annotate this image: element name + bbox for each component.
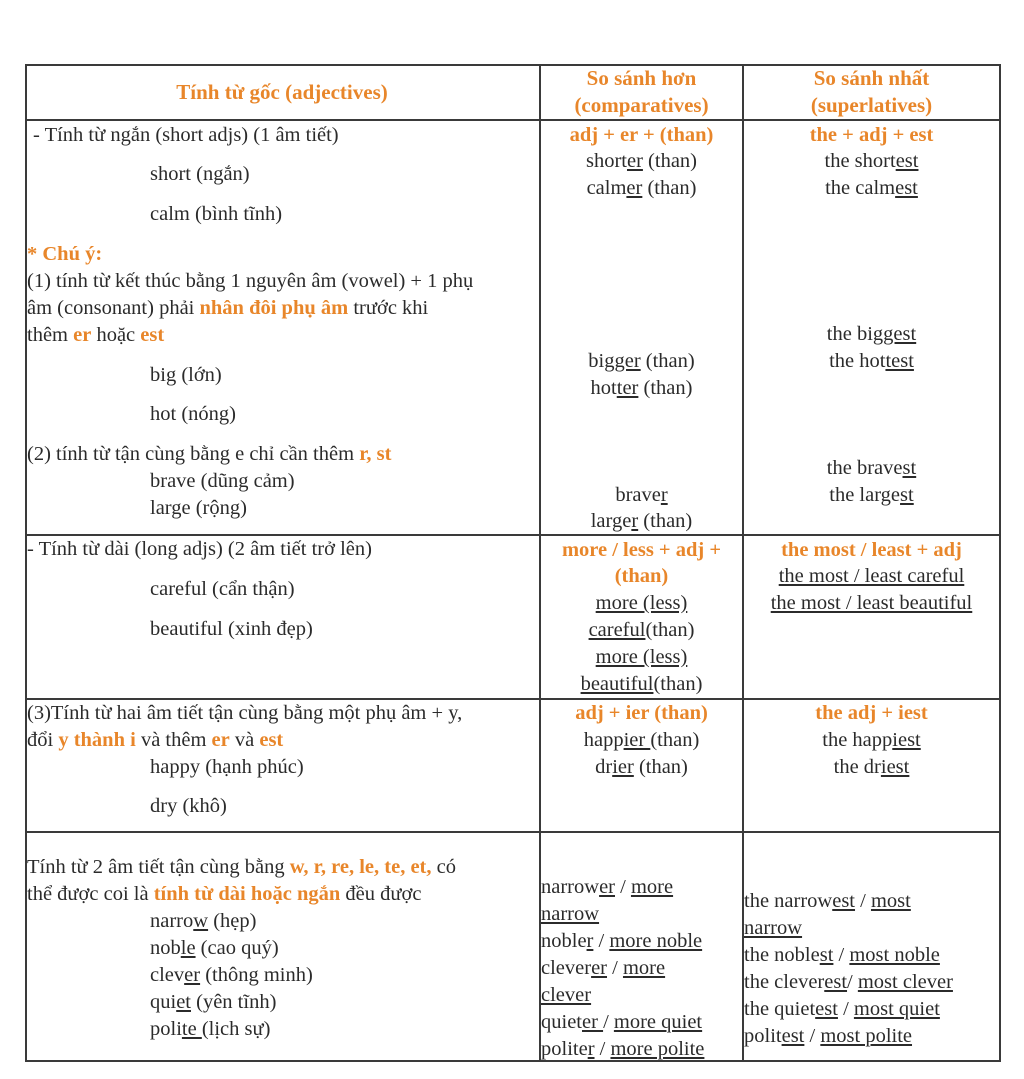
row4-comparative-polite: politer / more polite [541,1038,705,1060]
row3-superlative-happy: the happiest [822,729,921,751]
row1-note2: (2) tính từ tận cùng bằng e chỉ cần thêm r, st [27,443,392,465]
header-col-superlatives-l2: (superlatives) [810,93,933,117]
row1-comparative-large: larger (than) [590,510,693,532]
row4-superlative-quiet: the quietest / most quiet [744,998,940,1020]
row1-superlative-hot: the hottest [829,350,914,372]
row1-comparative-short: shorter (than) [585,150,697,172]
row1-example-short: short (ngắn) [150,163,250,185]
row2-comparative-more1: more (less) [595,592,688,614]
row1-superlative-calm: the calmest [825,177,918,199]
row4-example-polite: polite (lịch sự) [150,1018,271,1040]
row2-title: - Tính từ dài (long adjs) (2 âm tiết trở lên) [27,538,372,560]
row1-example-hot: hot (nóng) [150,403,236,425]
row4-superlative-narrow-l2: narrow [744,917,803,939]
row1-example-brave: brave (dũng cảm) [150,470,295,492]
row1-superlative-big: the biggest [826,323,917,345]
row2-superlative-beautiful: the most / least beautiful [770,592,973,614]
row3-line2: đổi y thành i và thêm er và est [27,729,284,751]
row1-title: - Tính từ ngắn (short adjs) (1 âm tiết) [33,124,339,146]
row2-comparative-more2: more (less) [595,646,688,668]
row1-comparative-hot: hotter (than) [590,377,693,399]
row1-comparative-rule: adj + er + (than) [569,124,714,146]
row3-comparative-rule: adj + ier (than) [575,702,708,724]
row2-superlative-rule: the most / least + adj [781,539,962,561]
row1-note1-line3: thêm er hoặc est [27,324,165,346]
row4-superlative-narrow-l1: the narrowest / most [744,890,911,912]
comparison-table [25,64,1001,1062]
row3-superlative-rule: the adj + iest [815,702,928,724]
row1-superlative-short: the shortest [824,150,919,172]
row4-comparative-narrow-l2: narrow [541,903,600,925]
row2-comparative-rule-l1: more / less + adj + [561,539,722,561]
row1-comparative-calm: calmer (than) [586,177,697,199]
row4-comparative-noble: nobler / more noble [541,930,703,952]
row1-superlative-rule: the + adj + est [809,124,934,146]
table-border-right [999,64,1001,1062]
row4-example-noble: noble (cao quý) [150,937,279,959]
row1-note-label: * Chú ý: [27,243,103,265]
row3-comparative-dry: drier (than) [595,756,688,778]
header-col-comparatives-l1: So sánh hơn [586,66,697,90]
row1-example-large: large (rộng) [150,497,247,519]
row1-superlative-large: the largest [829,484,914,506]
row2-example-careful: careful (cẩn thận) [150,578,295,600]
row4-line1: Tính từ 2 âm tiết tận cùng bằng w, r, re, le, te, et, có [27,856,456,878]
table-border-bottom [25,1060,1001,1062]
row4-superlative-noble: the noblest / most noble [744,944,940,966]
row1-example-big: big (lớn) [150,364,222,386]
row4-example-quiet: quiet (yên tĩnh) [150,991,277,1013]
row4-superlative-polite: politest / most polite [744,1025,913,1047]
header-col-comparatives-l2: (comparatives) [574,93,709,117]
table-border-left [25,64,27,1062]
row1-superlative-brave: the bravest [826,457,917,479]
row2-comparative-rule-l2: (than) [614,565,669,587]
row4-comparative-quiet: quieter / more quiet [541,1011,703,1033]
row1-comparative-big: bigger (than) [588,350,695,372]
row-divider-header [25,119,1001,121]
row4-comparative-clever-l2: clever [541,984,592,1006]
row3-example-dry: dry (khô) [150,795,227,817]
row3-title: (3)Tính từ hai âm tiết tận cùng bằng một phụ âm + y, [27,702,463,724]
row1-note1-line2: âm (consonant) phải nhân đôi phụ âm trước khi [27,297,429,319]
row2-example-beautiful: beautiful (xinh đẹp) [150,618,313,640]
row-divider-3 [25,831,1001,833]
row2-comparative-beautiful: beautiful(than) [580,673,703,695]
row3-comparative-happy: happier (than) [583,729,700,751]
row4-superlative-clever: the cleverest/ most clever [744,971,953,993]
row3-superlative-dry: the driest [833,756,910,778]
row3-example-happy: happy (hạnh phúc) [150,756,304,778]
row4-example-clever: clever (thông minh) [150,964,313,986]
header-col-superlatives-l1: So sánh nhất [813,66,930,90]
row2-comparative-careful: careful(than) [588,619,695,641]
row1-note1-line1: (1) tính từ kết thúc bằng 1 nguyên âm (vowel) + 1 phụ [27,270,474,292]
header-col-adjectives: Tính từ gốc (adjectives) [176,80,388,104]
row4-line2: thể được coi là tính từ dài hoặc ngắn đều được [27,883,422,905]
row1-example-calm: calm (bình tĩnh) [150,203,283,225]
row2-superlative-careful: the most / least careful [778,565,965,587]
row4-comparative-clever-l1: cleverer / more [541,957,666,979]
row4-comparative-narrow-l1: narrower / more [541,876,674,898]
row1-comparative-brave: braver [615,484,668,506]
row4-example-narrow: narrow (hẹp) [150,910,257,932]
